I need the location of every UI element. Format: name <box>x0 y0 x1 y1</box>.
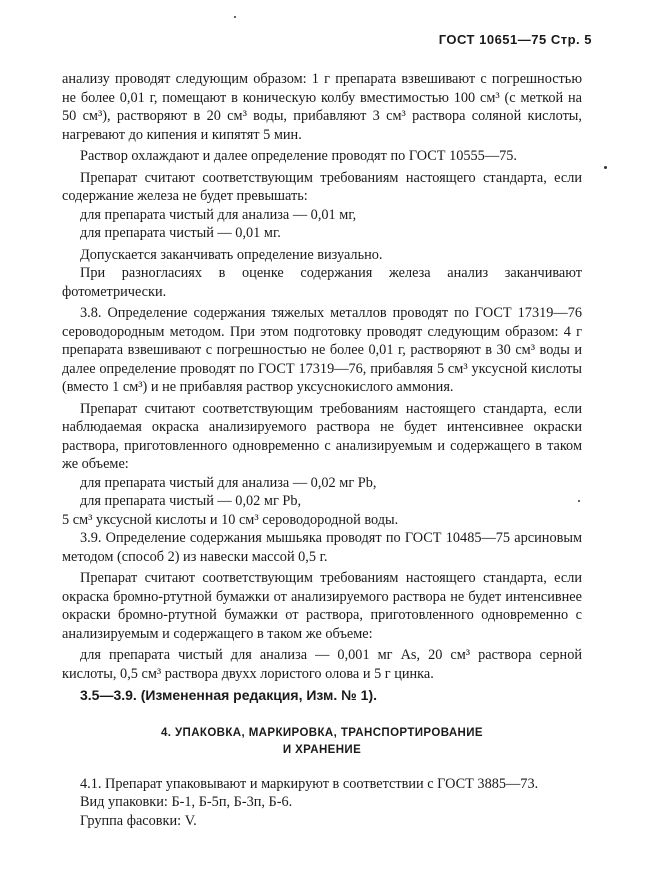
packing-group: Группа фасовки: V. <box>80 812 197 829</box>
iron-limit-analysis-grade: для препарата чистый для анализа — 0,01 мг, <box>80 206 357 223</box>
document-body <box>62 70 582 830</box>
reagents-line: 5 см³ уксусной кислоты и 10 см³ сероводородной воды. <box>62 511 399 528</box>
section-title-line-2: И ХРАНЕНИЕ <box>282 743 362 756</box>
scan-speck <box>234 16 236 18</box>
section-4-title <box>62 725 582 759</box>
scan-speck <box>604 166 607 169</box>
clause-4-1: 4.1. Препарат упаковывают и маркируют в соответствии с ГОСТ 3885—73. <box>80 775 539 792</box>
iron-limit-pure-grade: для препарата чистый — 0,01 мг. <box>80 225 281 241</box>
paragraph-heavy-metals-requirement: Препарат считают соответствующим требованиям настоящего стандарта, если наблюдаемая окраска анализируемого раствора не будет интенсивнее окраски раствора, приготовленного одновременно с анализируемым и содержащего в таком же объеме: <box>62 400 582 472</box>
pb-limit-pure-grade: для препарата чистый — 0,02 мг Pb, <box>80 493 302 509</box>
arsenic-limit: для препарата чистый для анализа — 0,001 мг As, 20 см³ раствора серной кислоты, 0,5 см³ раствора двухх лористого олова и 5 г цинка. <box>62 647 582 682</box>
paragraph-disagreement: При разногласиях в оценке содержания железа анализ заканчивают фотометрически. <box>62 265 582 300</box>
pb-limit-analysis-grade: для препарата чистый для анализа — 0,02 мг Pb, <box>80 474 377 491</box>
clause-3-8: 3.8. Определение содержания тяжелых металлов проводят по ГОСТ 17319—76 сероводородным методом. При этом подготовку проводят следующим образом: 4 г препарата взвешивают с погрешностью не более 0,01 г, растворяют в 30 см³ воды и далее определение проводят по ГОСТ 17319—76, прибавляя 5 см³ уксусной кислоты (вместо 1 см³) и не прибавляя раствор уксуснокислого аммония. <box>62 305 582 395</box>
clause-3-9: 3.9. Определение содержания мышьяка проводят по ГОСТ 10485—75 арсиновым методом (способ 2) из навески массой 0,5 г. <box>62 530 582 565</box>
paragraph-arsenic-requirement: Препарат считают соответствующим требованиям настоящего стандарта, если окраска бромно-ртутной бумажки от анализируемого раствора не будет интенсивнее окраски бромно-ртутной бумажки от раствора, приготовленного одновременно с анализируемым и содержащего в таком же объеме: <box>62 570 582 642</box>
page-header: ГОСТ 10651—75 Стр. 5 <box>438 32 592 47</box>
package-type: Вид упаковки: Б-1, Б-5п, Б-3п, Б-6. <box>80 794 293 810</box>
paragraph-visual: Допускается заканчивать определение визуально. <box>80 246 383 263</box>
paragraph-continuation: анализу проводят следующим образом: 1 г препарата взвешивают с погрешностью не более 0,01 г, помещают в коническую колбу вместимостью 100 см³ (с меткой на 50 см³), растворяют в 20 см³ воды, прибавляют 3 см³ раствора соляной кислоты, нагревают до кипения и кипятят 5 мин. <box>62 71 582 143</box>
paragraph-cooling: Раствор охлаждают и далее определение проводят по ГОСТ 10555—75. <box>80 148 517 164</box>
revision-note: 3.5—3.9. (Измененная редакция, Изм. № 1). <box>80 687 378 703</box>
paragraph-iron-requirement: Препарат считают соответствующим требованиям настоящего стандарта, если содержание железа не будет превышать: <box>62 169 582 204</box>
section-title-line-1: 4. УПАКОВКА, МАРКИРОВКА, ТРАНСПОРТИРОВАНИЕ <box>161 726 483 739</box>
